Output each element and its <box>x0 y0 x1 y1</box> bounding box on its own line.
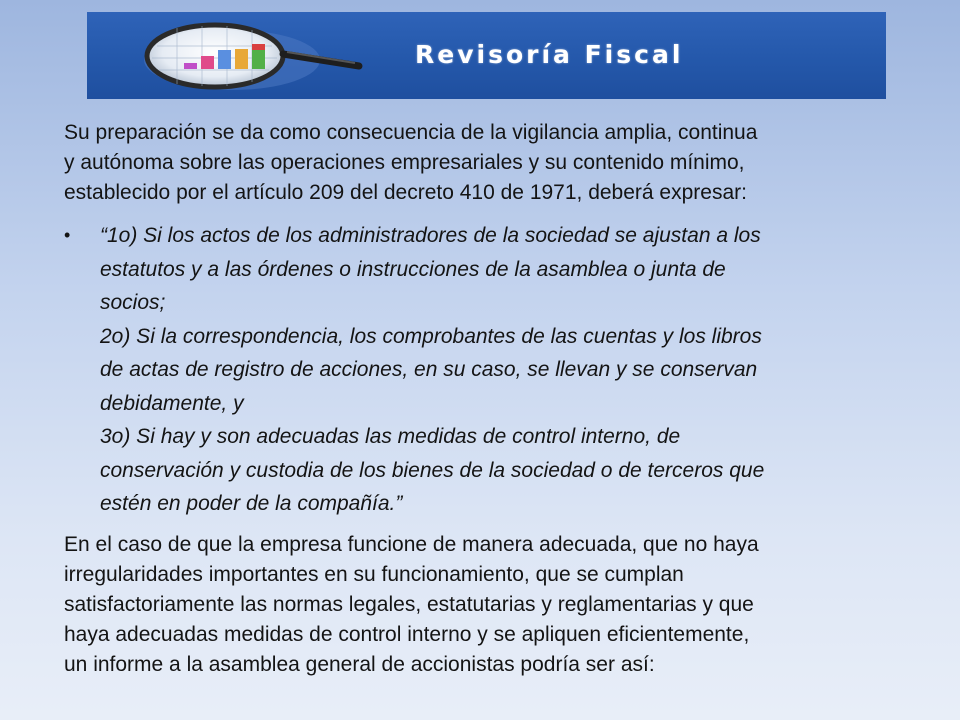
closing-line: irregularidades importantes en su funcionamiento, que se cumplan <box>64 562 684 586</box>
intro-line: y autónoma sobre las operaciones empresariales y su contenido mínimo, <box>64 151 745 174</box>
magnifier-chart-icon <box>137 16 367 96</box>
quote-line: estatutos y a las órdenes o instrucciones de la asamblea o junta de <box>100 257 726 281</box>
intro-paragraph <box>64 118 914 208</box>
header-banner <box>87 12 886 99</box>
intro-line: Su preparación se da como consecuencia de la vigilancia amplia, continua <box>64 121 758 144</box>
closing-paragraph <box>64 530 914 680</box>
closing-line: haya adecuadas medidas de control interno y se apliquen eficientemente, <box>64 622 750 646</box>
quote-line: socios; <box>100 291 166 314</box>
slide-body <box>64 118 914 680</box>
quote-line: estén en poder de la compañía.” <box>100 492 403 515</box>
quote-line: 3o) Si hay y son adecuadas las medidas de control interno, de <box>100 425 681 448</box>
intro-line: establecido por el artículo 209 del decreto 410 de 1971, deberá expresar: <box>64 181 747 204</box>
quoted-article-list-item <box>64 219 914 521</box>
closing-line: En el caso de que la empresa funcione de manera adecuada, que no haya <box>64 532 759 556</box>
quote-line: debidamente, y <box>100 391 244 415</box>
quote-line: conservación y custodia de los bienes de la sociedad o de terceros que <box>100 458 765 482</box>
banner-title: Revisoría Fiscal <box>415 40 684 69</box>
quote-line: 2o) Si la correspondencia, los comprobantes de las cuentas y los libros <box>100 324 762 348</box>
bullet-icon: • <box>64 225 71 245</box>
quote-line: “1o) Si los actos de los administradores de la sociedad se ajustan a los <box>100 224 761 247</box>
closing-line: un informe a la asamblea general de accionistas podría ser así: <box>64 652 655 676</box>
quote-line: de actas de registro de acciones, en su caso, se llevan y se conservan <box>100 358 758 381</box>
closing-line: satisfactoriamente las normas legales, estatutarias y reglamentarias y que <box>64 592 754 616</box>
